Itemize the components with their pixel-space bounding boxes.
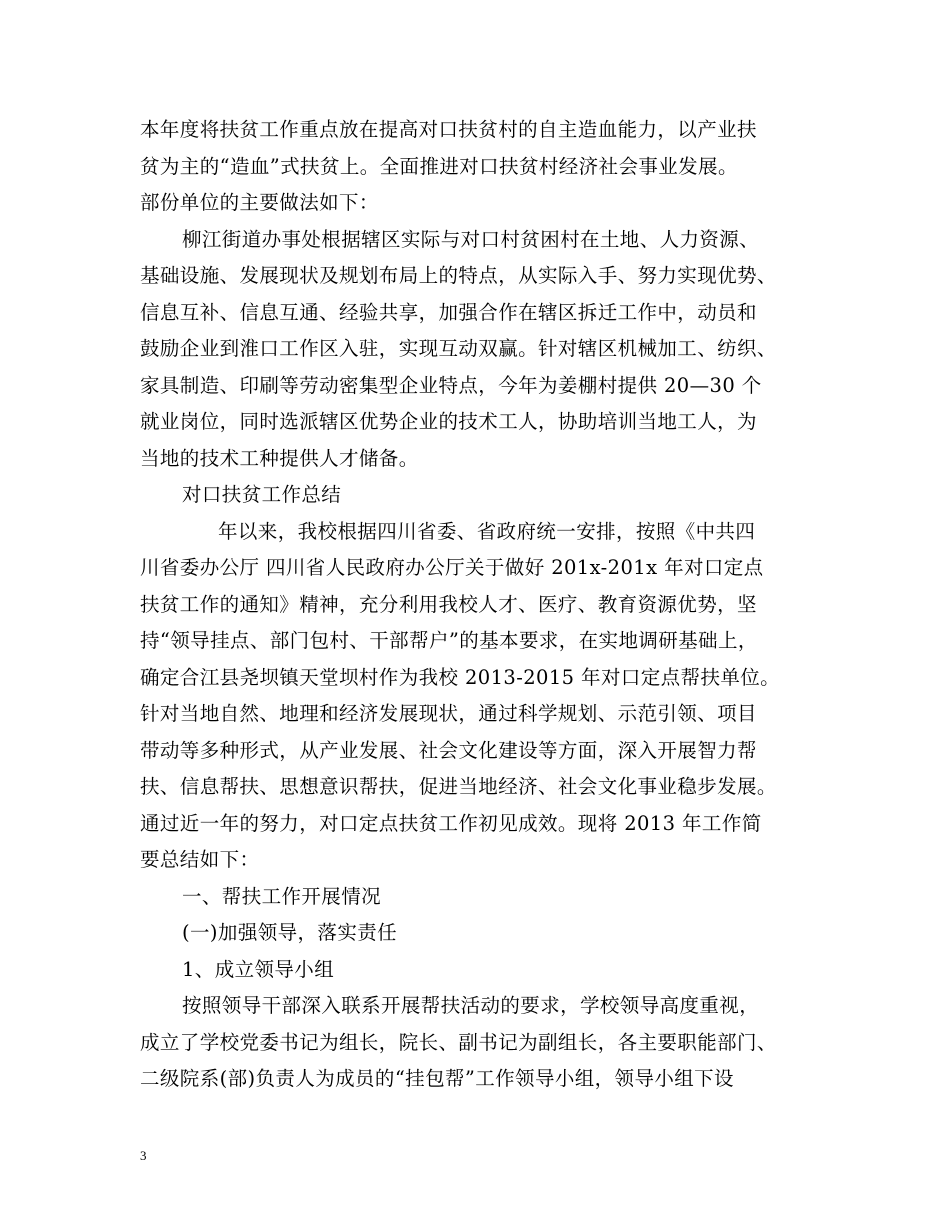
text-line: 确定合江县尧坝镇天堂坝村作为我校 2013-2015 年对口定点帮扶单位。	[140, 665, 781, 689]
text-line: 家具制造、印刷等劳动密集型企业特点，今年为姜棚村提供 20—30 个	[140, 373, 762, 397]
text-line: 鼓励企业到淮口工作区入驻，实现互动双赢。针对辖区机械加工、纺织、	[140, 337, 777, 360]
paragraph-start: 年以来，我校根据四川省委、省政府统一安排，按照《中共四	[218, 519, 756, 543]
paragraph-start: 柳江街道办事处根据辖区实际与对口村贫困村在土地、人力资源、	[182, 227, 760, 251]
text-line: 就业岗位，同时选派辖区优势企业的技术工人，协助培训当地工人，为	[140, 410, 757, 433]
text-line: 持“领导挂点、部门包村、干部帮户”的基本要求，在实地调研基础上，	[140, 629, 758, 652]
text-line: 通过近一年的努力，对口定点扶贫工作初见成效。现将 2013 年工作简	[140, 811, 762, 835]
text-line: 针对当地自然、地理和经济发展现状，通过科学规划、示范引领、项目	[140, 702, 757, 725]
text-line: 当地的技术工种提供人才储备。	[140, 446, 419, 470]
text-line: 川省委办公厅 四川省人民政府办公厅关于做好 201x-201x 年对口定点	[140, 556, 764, 579]
text-line: 基础设施、发展现状及规划布局上的特点，从实际入手、努力实现优势、	[140, 264, 777, 287]
text-line: 扶、信息帮扶、思想意识帮扶，促进当地经济、社会文化事业稳步发展。	[140, 775, 777, 798]
text-line: 部份单位的主要做法如下：	[140, 191, 379, 214]
paragraph-start: 按照领导干部深入联系开展帮扶活动的要求，学校领导高度重视，	[182, 994, 760, 1017]
section-title: 对口扶贫工作总结	[182, 483, 342, 506]
text-line: 信息互补、信息互通、经验共享，加强合作在辖区拆迁工作中，动员和	[140, 300, 757, 324]
text-line: 本年度将扶贫工作重点放在提高对口扶贫村的自主造血能力，以产业扶	[140, 118, 757, 141]
text-line: 贫为主的“造血”式扶贫上。全面推进对口扶贫村经济社会事业发展。	[140, 154, 738, 178]
page-number: 3	[140, 1148, 147, 1163]
subsection-heading: (一)加强领导，落实责任	[182, 921, 398, 944]
text-line: 成立了学校党委书记为组长，院长、副书记为副组长，各主要职能部门、	[140, 1030, 777, 1054]
document-body	[140, 112, 830, 1098]
text-line: 扶贫工作的通知》精神，充分利用我校人才、医疗、教育资源优势，坚	[140, 592, 757, 616]
text-line: 二级院系(部)负责人为成员的“挂包帮”工作领导小组，领导小组下设	[140, 1067, 734, 1090]
text-line: 要总结如下：	[140, 848, 260, 871]
item-heading: 1、成立领导小组	[182, 957, 335, 981]
text-line: 带动等多种形式，从产业发展、社会文化建设等方面，深入开展智力帮	[140, 738, 757, 762]
section-heading: 一、帮扶工作开展情况	[182, 884, 382, 908]
